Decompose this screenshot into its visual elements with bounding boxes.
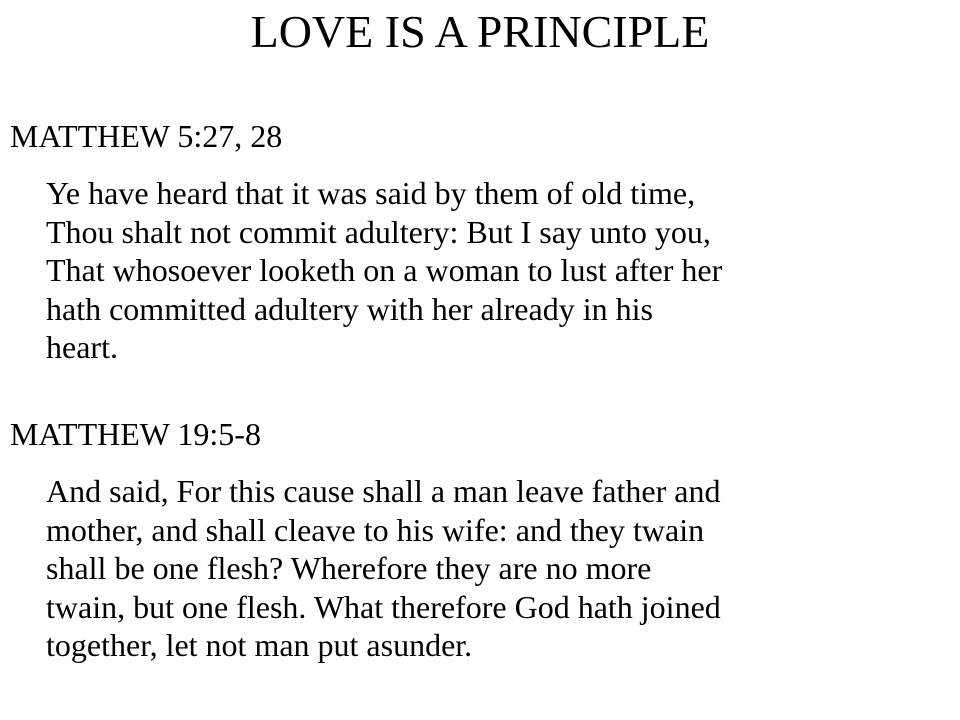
passage-line: together, let not man put asunder. — [46, 627, 473, 663]
scripture-reference: MATTHEW 19:5-8 — [10, 416, 261, 452]
slide-title: LOVE IS A PRINCIPLE — [250, 6, 710, 57]
passage-line: shall be one flesh? Wherefore they are no more — [46, 550, 652, 586]
passage-line: That whosoever looketh on a woman to lust after her — [46, 252, 723, 288]
passage-line: Ye have heard that it was said by them of old time, — [46, 175, 696, 211]
passage-line: And said, For this cause shall a man leave father and — [46, 473, 721, 509]
passage-line: twain, but one flesh. What therefore God hath joined — [46, 588, 721, 625]
passage-line: Thou shalt not commit adultery: But I say unto you, — [46, 213, 711, 250]
scripture-passage — [46, 174, 956, 367]
scripture-reference: MATTHEW 5:27, 28 — [10, 118, 283, 154]
passage-line: mother, and shall cleave to his wife: and they twain — [46, 511, 705, 548]
passage-line: heart. — [46, 329, 118, 365]
passage-line: hath committed adultery with her already in his — [46, 290, 653, 327]
scripture-passage — [46, 472, 956, 665]
